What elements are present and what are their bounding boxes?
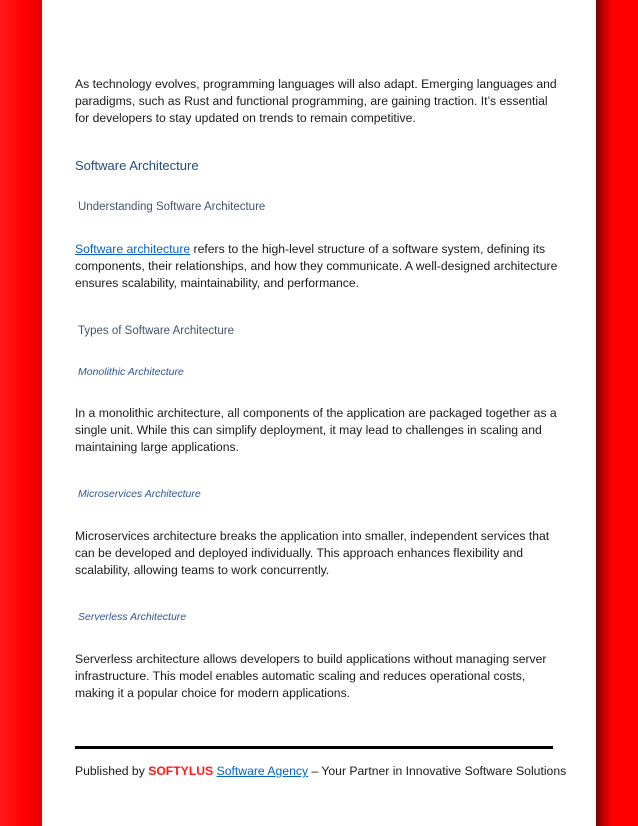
monolithic-heading: Monolithic Architecture: [78, 366, 184, 378]
left-red-border: [0, 0, 42, 826]
footer-text: [75, 764, 575, 778]
serverless-heading: Serverless Architecture: [78, 611, 187, 623]
footer-divider: [75, 746, 553, 749]
section-title: Software Architecture: [75, 158, 199, 173]
serverless-paragraph: Serverless architecture allows developers to build applications without managing server infrastructure. This model enables automatic scaling and reduces operational costs, making it a popular choice for modern applications.: [75, 652, 547, 700]
microservices-heading: Microservices Architecture: [78, 488, 201, 500]
understanding-paragraph: [75, 241, 565, 292]
footer-suffix: – Your Partner in Innovative Software Solutions: [308, 764, 567, 778]
right-red-border: [596, 0, 638, 826]
software-agency-link[interactable]: Software Agency: [216, 764, 309, 778]
types-heading: Types of Software Architecture: [78, 325, 234, 337]
software-architecture-link[interactable]: Software architecture: [75, 242, 191, 256]
monolithic-paragraph: In a monolithic architecture, all components of the application are packaged together as a single unit. While this can simplify deployment, it may lead to challenges in scaling and maintaining large applications.: [75, 406, 557, 454]
understanding-body: refers to the high-level structure of a software system, defining its components, their relationships, and how they communicate. A well-designed architecture ensures scalability, maintainability, and performance.: [75, 242, 558, 290]
brand-name: SOFTYLUS: [148, 764, 214, 778]
intro-paragraph: As technology evolves, programming languages will also adapt. Emerging languages and paradigms, such as Rust and functional programming, are gaining traction. It’s essential for developers to stay updated on trends to remain competitive.: [75, 77, 557, 125]
footer-prefix: Published by: [75, 764, 149, 778]
microservices-paragraph: Microservices architecture breaks the application into smaller, independent services that can be developed and deployed individually. This approach enhances flexibility and scalability, allowing teams to work concurrently.: [75, 529, 550, 577]
understanding-heading: Understanding Software Architecture: [78, 201, 266, 213]
